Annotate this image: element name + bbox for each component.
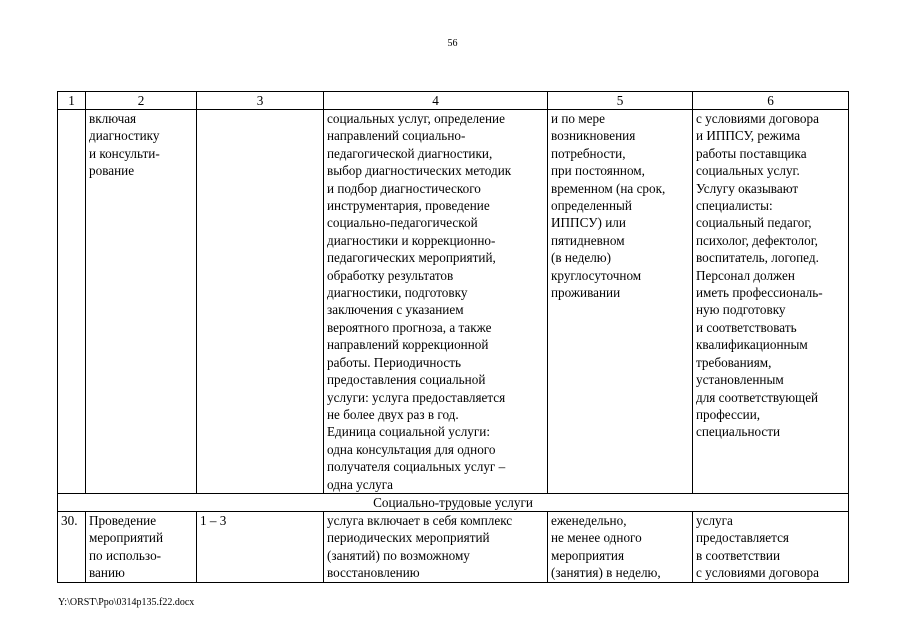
cell-line: круглосуточном bbox=[551, 267, 642, 283]
cell-line: по использо- bbox=[89, 547, 162, 563]
cell-conditions bbox=[693, 511, 849, 582]
column-number-2: 2 bbox=[86, 92, 197, 110]
cell-description bbox=[324, 511, 548, 582]
cell-line: для соответствующей bbox=[696, 389, 819, 405]
cell-line: вероятного прогноза, а также bbox=[327, 319, 492, 335]
cell-line: диагностики, подготовку bbox=[327, 285, 468, 301]
cell-line: ИППСУ) или bbox=[551, 215, 626, 231]
cell-line: с условиями договора bbox=[696, 565, 819, 581]
column-number-6: 6 bbox=[693, 92, 849, 110]
cell-line: возникновения bbox=[551, 128, 636, 144]
cell-line: включая bbox=[89, 111, 137, 126]
cell-service-name bbox=[86, 511, 197, 582]
cell-line: работы поставщика bbox=[696, 145, 807, 161]
section-title: Социально-трудовые услуги bbox=[58, 493, 849, 511]
cell-line: профессии, bbox=[696, 406, 761, 422]
table-row-30 bbox=[58, 511, 849, 582]
cell-line: с условиями договора bbox=[696, 111, 819, 126]
cell-line: мероприятия bbox=[551, 547, 625, 563]
cell-line: специалисты: bbox=[696, 198, 773, 214]
cell-line: предоставления социальной bbox=[327, 372, 486, 388]
cell-line: педагогических мероприятий, bbox=[327, 250, 496, 266]
cell-line: установленным bbox=[696, 372, 784, 388]
cell-line: направлений социально- bbox=[327, 128, 466, 144]
cell-line: воспитатель, логопед. bbox=[696, 250, 819, 266]
cell-line: социальных услуг, определение bbox=[327, 111, 505, 126]
cell-line: социальный педагог, bbox=[696, 215, 812, 231]
cell-line: периодических мероприятий bbox=[327, 530, 490, 546]
cell-line: педагогической диагностики, bbox=[327, 145, 493, 161]
cell-code: 1 – 3 bbox=[197, 511, 324, 582]
cell-line: при постоянном, bbox=[551, 163, 645, 179]
cell-line: ную подготовку bbox=[696, 302, 786, 318]
cell-line: и соответствовать bbox=[696, 319, 797, 335]
cell-line: восстановлению bbox=[327, 565, 420, 581]
cell-line: Услугу оказывают bbox=[696, 180, 799, 196]
cell-line: предоставляется bbox=[696, 530, 789, 546]
cell-line: рование bbox=[89, 163, 135, 179]
cell-line: выбор диагностических методик bbox=[327, 163, 512, 179]
cell-line: заключения с указанием bbox=[327, 302, 464, 318]
cell-line: и по мере bbox=[551, 111, 605, 126]
cell-line: услуга включает в себя комплекс bbox=[327, 512, 513, 528]
cell-line: ванию bbox=[89, 565, 125, 581]
cell-conditions bbox=[693, 110, 849, 494]
cell-periodicity bbox=[548, 511, 693, 582]
cell-line: временном (на срок, bbox=[551, 180, 666, 196]
cell-line: определенный bbox=[551, 198, 632, 214]
cell-line: квалификационным bbox=[696, 337, 808, 353]
cell-line: Персонал должен bbox=[696, 267, 795, 283]
footer-file-path: Y:\ORST\Ppo\0314p135.f22.docx bbox=[58, 597, 195, 608]
cell-number: 30. bbox=[58, 511, 86, 582]
cell-line: получателя социальных услуг – bbox=[327, 459, 506, 475]
cell-line: диагностики и коррекционно- bbox=[327, 232, 496, 248]
cell-line: социально-педагогической bbox=[327, 215, 478, 231]
cell-line: не более двух раз в год. bbox=[327, 406, 459, 422]
cell-line: одна услуга bbox=[327, 476, 394, 492]
cell-line: проживании bbox=[551, 285, 621, 301]
cell-line: услуга bbox=[696, 512, 733, 528]
cell-line: (занятия) в неделю, bbox=[551, 565, 661, 581]
cell-number bbox=[58, 110, 86, 494]
cell-line: пятидневном bbox=[551, 232, 625, 248]
cell-description bbox=[324, 110, 548, 494]
column-number-row bbox=[58, 92, 849, 110]
cell-line: и подбор диагностического bbox=[327, 180, 481, 196]
cell-line: специальности bbox=[696, 424, 781, 440]
cell-line: работы. Периодичность bbox=[327, 354, 462, 370]
column-number-5: 5 bbox=[548, 92, 693, 110]
column-number-1: 1 bbox=[58, 92, 86, 110]
cell-line: и консульти- bbox=[89, 145, 160, 161]
column-number-4: 4 bbox=[324, 92, 548, 110]
services-table bbox=[57, 91, 849, 583]
cell-line: Единица социальной услуги: bbox=[327, 424, 491, 440]
cell-line: одна консультация для одного bbox=[327, 441, 496, 457]
cell-line: не менее одного bbox=[551, 530, 642, 546]
table-row-continued bbox=[58, 110, 849, 494]
cell-line: (в неделю) bbox=[551, 250, 612, 266]
cell-periodicity bbox=[548, 110, 693, 494]
cell-line: услуги: услуга предоставляется bbox=[327, 389, 506, 405]
cell-service-name bbox=[86, 110, 197, 494]
cell-line: психолог, дефектолог, bbox=[696, 232, 818, 248]
cell-line: инструментария, проведение bbox=[327, 198, 490, 214]
cell-line: требованиям, bbox=[696, 354, 772, 370]
page-number: 56 bbox=[447, 38, 458, 49]
cell-line: Проведение bbox=[89, 512, 157, 528]
cell-line: еженедельно, bbox=[551, 512, 627, 528]
cell-code bbox=[197, 110, 324, 494]
cell-line: иметь профессиональ- bbox=[696, 285, 823, 301]
cell-line: диагностику bbox=[89, 128, 160, 144]
cell-line: в соответствии bbox=[696, 547, 781, 563]
cell-line: и ИППСУ, режима bbox=[696, 128, 801, 144]
column-number-3: 3 bbox=[197, 92, 324, 110]
cell-line: обработку результатов bbox=[327, 267, 454, 283]
cell-line: социальных услуг. bbox=[696, 163, 800, 179]
cell-line: направлений коррекционной bbox=[327, 337, 489, 353]
cell-line: мероприятий bbox=[89, 530, 164, 546]
cell-line: потребности, bbox=[551, 145, 626, 161]
cell-line: (занятий) по возможному bbox=[327, 547, 470, 563]
section-row bbox=[58, 493, 849, 511]
